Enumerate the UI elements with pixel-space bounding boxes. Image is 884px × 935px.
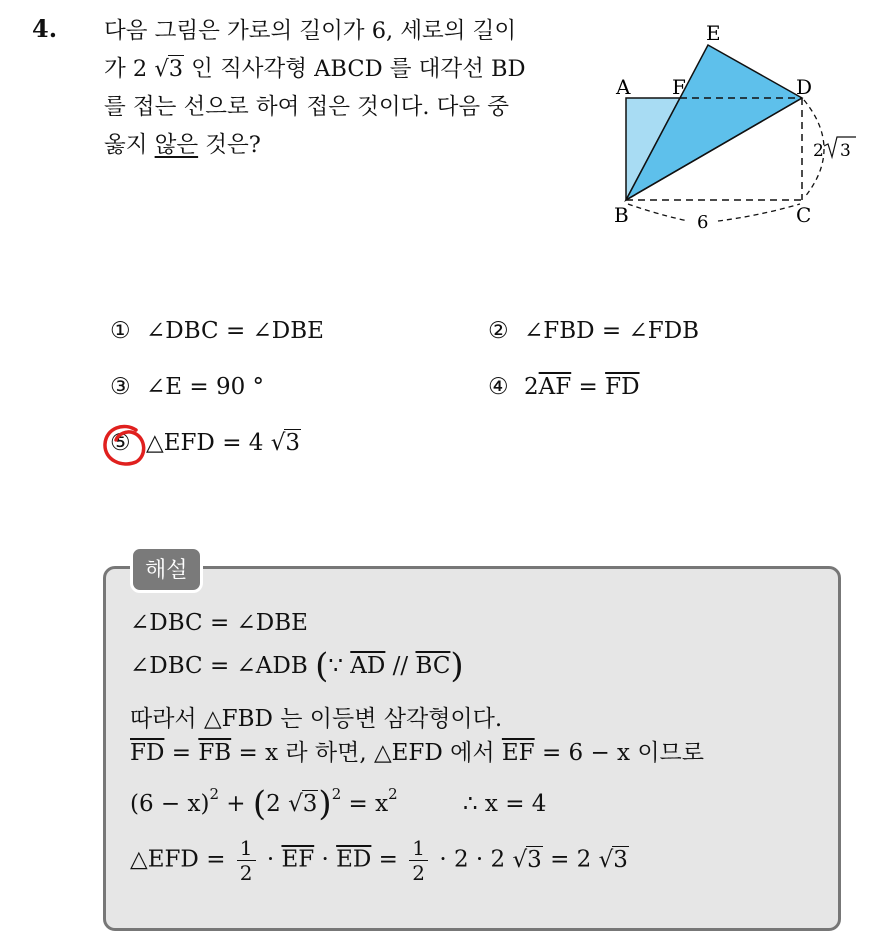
segment-af: $\overline{AF}$ xyxy=(538,374,572,400)
choice-mark: ② xyxy=(488,318,509,344)
paren: ( xyxy=(252,784,267,824)
label-width: 6 xyxy=(697,212,709,233)
sqrt: √3 xyxy=(288,791,318,817)
label-height-coef: 2 xyxy=(813,141,824,161)
question-number: 4. xyxy=(32,14,58,43)
width-brace-left xyxy=(628,204,688,221)
math-text: // xyxy=(385,653,416,679)
choice-2[interactable] xyxy=(488,318,699,344)
segment-fb: $\overline{FB}$ xyxy=(198,740,232,766)
fraction-half xyxy=(409,836,428,885)
sqrt: √3 xyxy=(512,846,542,873)
label-a: A xyxy=(616,75,631,99)
paren: ) xyxy=(450,646,464,686)
choice-1[interactable] xyxy=(110,318,324,344)
stem-text: 옳지 xyxy=(104,132,155,158)
math-text: = xyxy=(164,740,199,766)
segment-bc: $\overline{BC}$ xyxy=(415,653,451,679)
math-text: · xyxy=(259,846,282,873)
denominator: 2 xyxy=(412,861,426,885)
math-text: ∴ x = 4 xyxy=(462,791,547,817)
math-text: △EFD = xyxy=(130,846,233,873)
sqrt-radicand: 3 xyxy=(285,430,301,456)
math-text: = 6 − x 이므로 xyxy=(534,740,704,766)
solution-line-2 xyxy=(130,646,464,686)
segment-ef: $\overline{EF}$ xyxy=(281,846,315,873)
label-height-radicand: 3 xyxy=(840,141,851,161)
math-text: (6 − x) xyxy=(130,791,210,817)
choice-text xyxy=(524,374,640,400)
solution-line-6 xyxy=(130,836,629,885)
segment-fd: $\overline{FD}$ xyxy=(130,740,165,766)
math-text: · xyxy=(314,846,337,873)
choice-text: ∠FBD = ∠FDB xyxy=(524,318,700,344)
solution-line-3: 따라서 △FBD 는 이등변 삼각형이다. xyxy=(130,706,503,732)
math-text: = xyxy=(371,846,406,873)
math-text: = x xyxy=(341,791,389,817)
width-brace-right xyxy=(718,204,800,221)
math-text: ∵ xyxy=(328,653,351,679)
exponent: 2 xyxy=(388,785,398,803)
sqrt: √3 xyxy=(598,846,628,873)
stem-line-1: 다음 그림은 가로의 길이가 6, 세로의 길이 xyxy=(104,18,517,44)
folded-rectangle-figure xyxy=(608,18,868,240)
choice-mark: ⑤ xyxy=(110,430,131,456)
solution-line-4 xyxy=(130,734,704,767)
label-d: D xyxy=(796,75,813,99)
choice-mark: ③ xyxy=(110,374,131,400)
stem-line-4 xyxy=(104,126,584,164)
math-text: + xyxy=(219,791,253,817)
stem-line-3: 를 접는 선으로 하여 접은 것이다. 다음 중 xyxy=(104,94,509,120)
sqrt: √3 xyxy=(270,430,301,456)
fraction-half xyxy=(237,836,256,885)
choice-text xyxy=(146,430,301,456)
solution-line-5 xyxy=(130,784,546,824)
stem-text: 가 2 xyxy=(104,56,148,82)
choice-text: ∠E = 90 ° xyxy=(146,374,265,400)
math-text: = 2 xyxy=(542,846,592,873)
stem-line-2 xyxy=(104,50,584,88)
segment-ed: $\overline{ED}$ xyxy=(336,846,372,873)
stem-text: 인 직사각형 ABCD 를 대각선 BD xyxy=(184,56,526,82)
choice-3[interactable] xyxy=(110,374,264,400)
label-b: B xyxy=(614,203,629,227)
math-text: 2 xyxy=(266,791,281,817)
segment-ad: $\overline{AD}$ xyxy=(350,653,386,679)
exponent: 2 xyxy=(331,785,342,803)
sqrt-radicand: 3 xyxy=(302,791,318,817)
paren: ( xyxy=(315,646,329,686)
label-c: C xyxy=(796,203,812,227)
segment-fd: $\overline{FD}$ xyxy=(605,374,640,400)
choice-mark: ④ xyxy=(488,374,509,400)
numerator: 1 xyxy=(409,836,428,861)
math-text: ∠DBC = ∠ADB xyxy=(130,653,316,679)
paren: ) xyxy=(318,784,332,824)
sqrt-radicand: 3 xyxy=(168,56,184,82)
sqrt: √3 xyxy=(154,56,184,82)
denominator: 2 xyxy=(239,861,253,885)
segment-ef: $\overline{EF}$ xyxy=(501,740,535,766)
stem-text: 것은? xyxy=(198,132,261,158)
question-stem xyxy=(104,12,584,164)
math-text: △EFD = 4 xyxy=(146,430,264,456)
choice-4[interactable] xyxy=(488,374,640,400)
sqrt-radicand: 3 xyxy=(613,846,628,873)
math-text: · 2 · 2 xyxy=(432,846,506,873)
underlined-word: 않은 xyxy=(154,132,199,158)
sqrt-radicand: 3 xyxy=(527,846,542,873)
exponent: 2 xyxy=(209,785,219,803)
solution-line-1: ∠DBC = ∠DBE xyxy=(130,610,308,636)
label-f: F xyxy=(672,75,686,99)
math-text: = xyxy=(571,374,606,400)
choice-text: ∠DBC = ∠DBE xyxy=(146,318,324,344)
numerator: 1 xyxy=(237,836,256,861)
math-text: 2 xyxy=(524,374,539,400)
solution-tag: 해설 xyxy=(130,546,203,593)
math-text: = x 라 하면, △EFD 에서 xyxy=(231,740,502,766)
label-e: E xyxy=(706,21,721,45)
answer-circle-mark xyxy=(100,420,150,470)
choice-mark: ① xyxy=(110,318,131,344)
